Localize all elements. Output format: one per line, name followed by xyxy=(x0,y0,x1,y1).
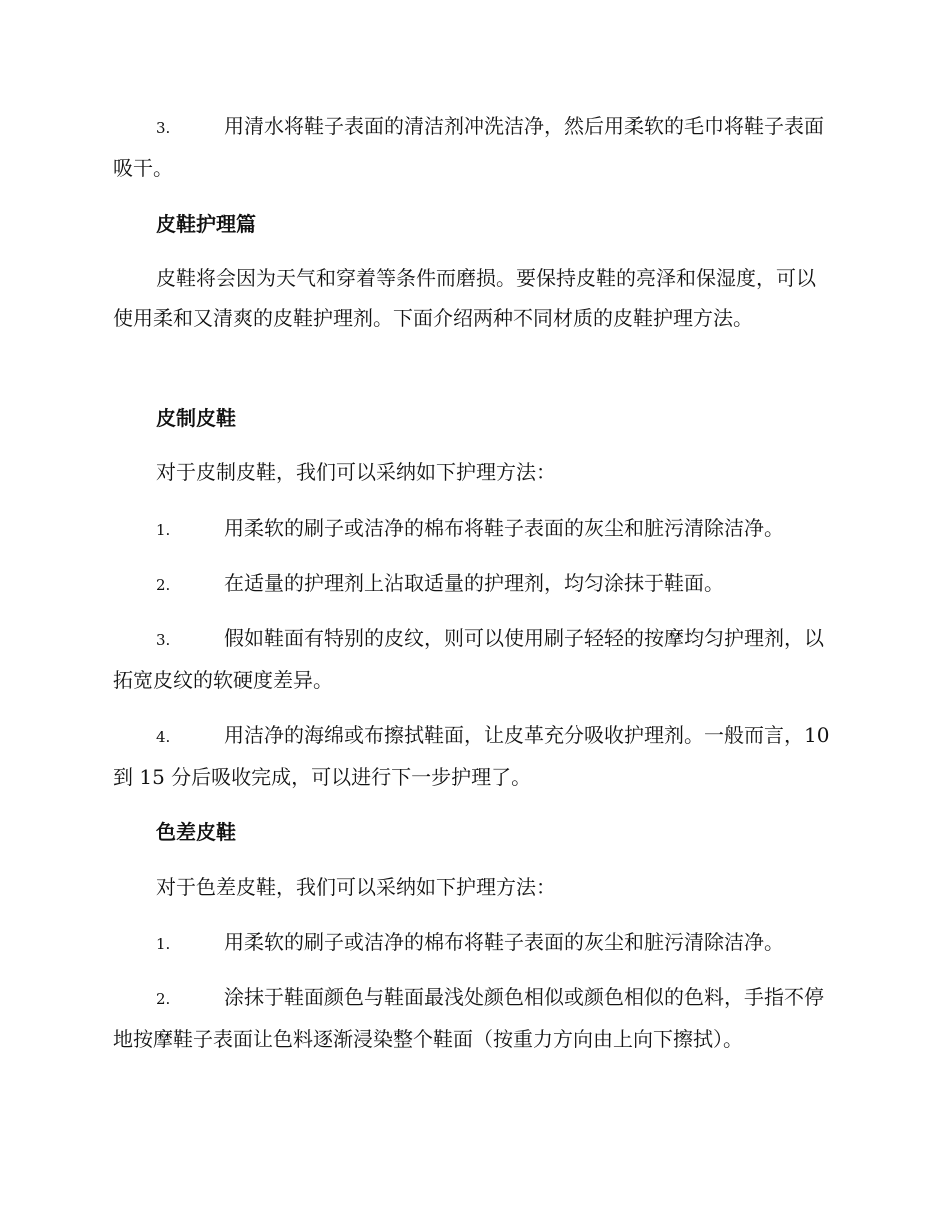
list-text: 用清水将鞋子表面的清洁剂冲洗洁净，然后用柔软的毛巾将鞋子表面吸干。 xyxy=(113,114,824,180)
list-number: 1. xyxy=(156,935,171,953)
section-heading-leather-shoes: 皮制皮鞋 xyxy=(156,406,236,430)
list-number: 3. xyxy=(156,119,171,137)
list-text: 用柔软的刷子或洁净的棉布将鞋子表面的灰尘和脏污清除洁净。 xyxy=(224,930,784,954)
list-text: 用洁净的海绵或布擦拭鞋面，让皮革充分吸收护理剂。一般而言，10 到 15 分后吸收完成，可以进行下一步护理了。 xyxy=(113,723,830,789)
list-item xyxy=(113,922,835,964)
paragraph-intro xyxy=(113,258,835,338)
list-number: 2. xyxy=(156,576,171,594)
list-number: 1. xyxy=(156,521,171,539)
paragraph-text: 对于皮制皮鞋，我们可以采纳如下护理方法： xyxy=(156,460,556,484)
paragraph-leather-methods xyxy=(113,452,835,492)
paragraph-text: 对于色差皮鞋，我们可以采纳如下护理方法： xyxy=(156,875,556,899)
list-item xyxy=(113,715,835,797)
list-text: 涂抹于鞋面颜色与鞋面最浅处颜色相似或颜色相似的色料，手指不停地按摩鞋子表面让色料逐渐浸染整个鞋面（按重力方向由上向下擦拭）。 xyxy=(113,985,824,1051)
section-heading-leather-care: 皮鞋护理篇 xyxy=(156,212,256,236)
list-number: 3. xyxy=(156,631,171,649)
list-text: 用柔软的刷子或洁净的棉布将鞋子表面的灰尘和脏污清除洁净。 xyxy=(224,516,784,540)
paragraph-text: 皮鞋将会因为天气和穿着等条件而磨损。要保持皮鞋的亮泽和保湿度，可以使用柔和又清爽的皮鞋护理剂。下面介绍两种不同材质的皮鞋护理方法。 xyxy=(113,266,816,330)
paragraph-color-methods xyxy=(113,867,835,907)
list-item xyxy=(113,618,835,700)
section-heading-color-shoes: 色差皮鞋 xyxy=(156,820,236,844)
list-item xyxy=(113,563,835,605)
list-item xyxy=(113,106,835,188)
list-text: 在适量的护理剂上沾取适量的护理剂，均匀涂抹于鞋面。 xyxy=(224,571,724,595)
list-item xyxy=(113,977,835,1059)
list-number: 2. xyxy=(156,990,171,1008)
list-number: 4. xyxy=(156,728,171,746)
list-text: 假如鞋面有特别的皮纹，则可以使用刷子轻轻的按摩均匀护理剂，以拓宽皮纹的软硬度差异。 xyxy=(113,626,824,692)
list-item xyxy=(113,508,835,550)
